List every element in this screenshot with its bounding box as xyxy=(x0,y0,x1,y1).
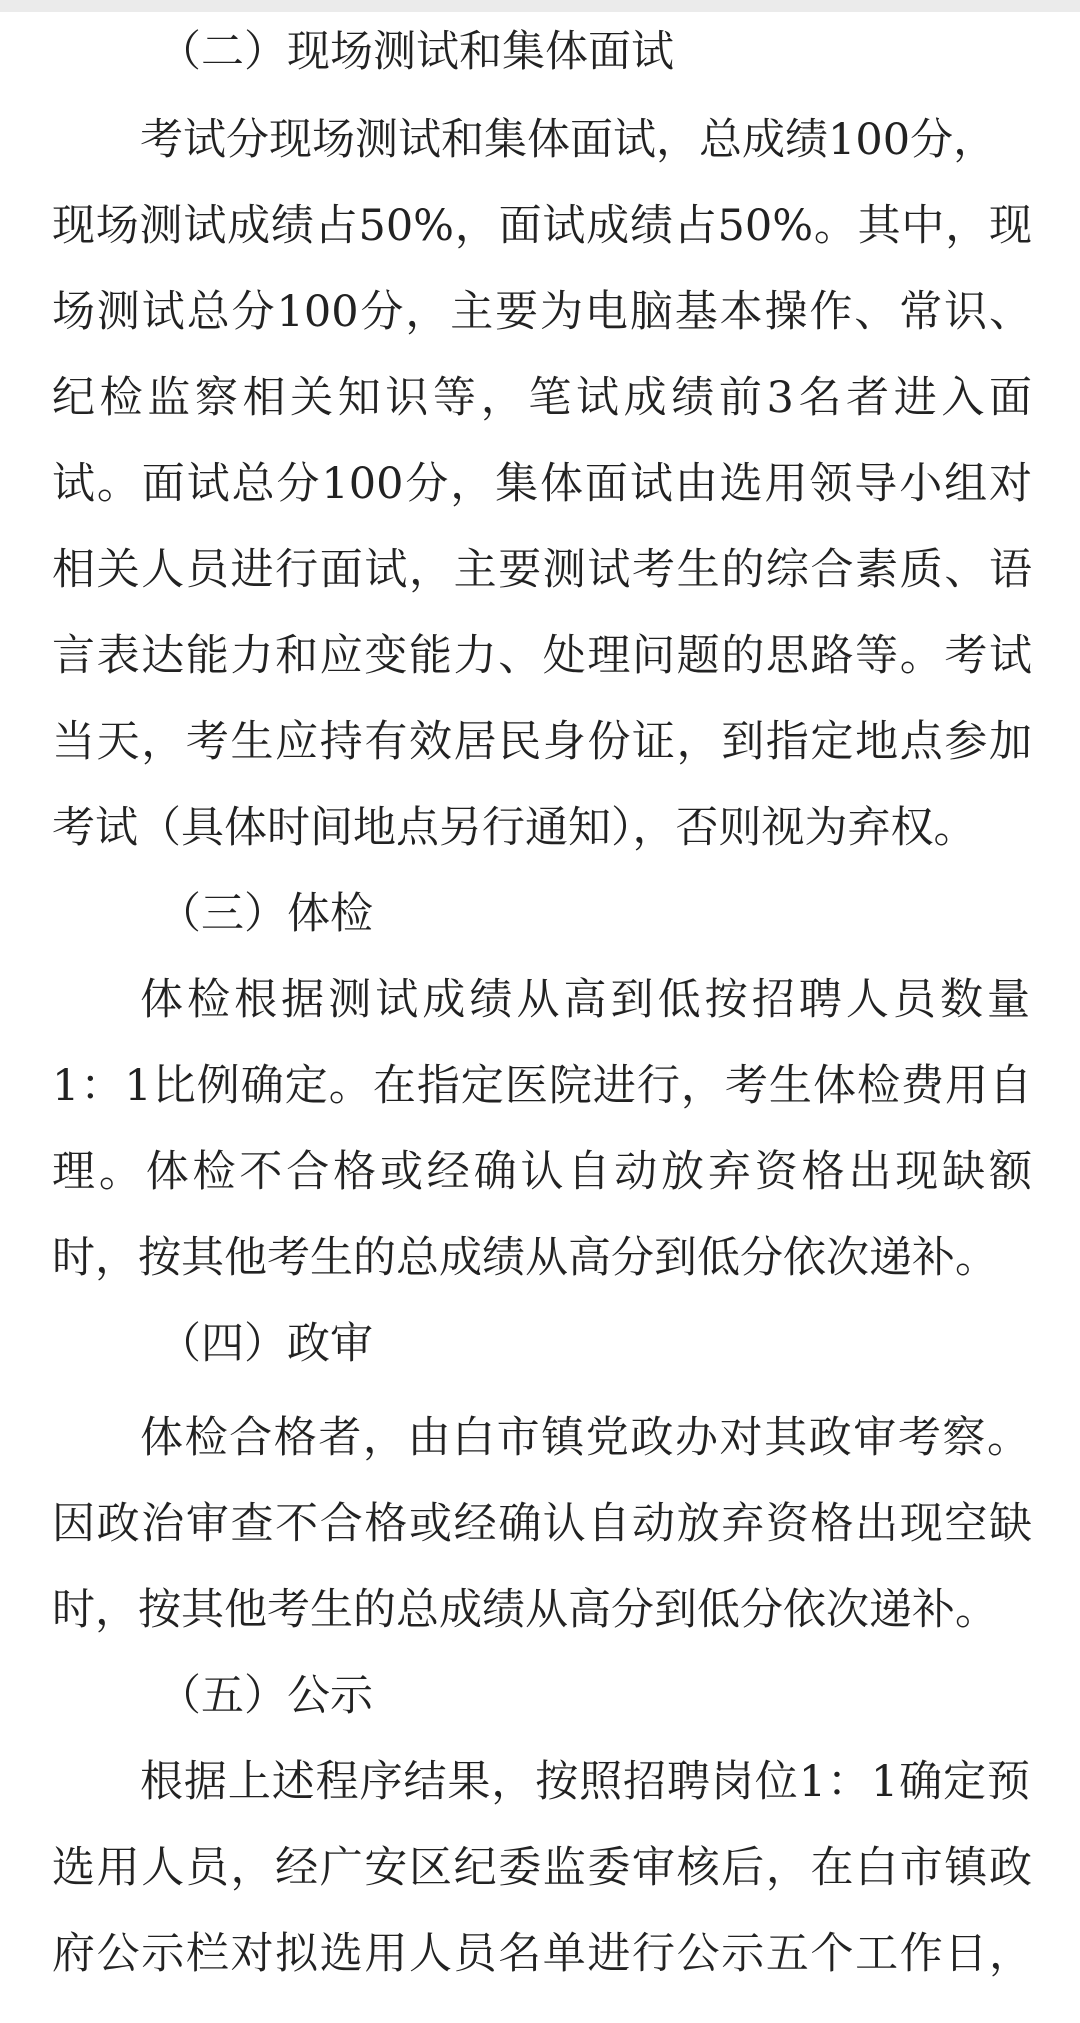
section-2-line-5: 试。面试总分100分，集体面试由选用领导小组对 xyxy=(52,459,1032,509)
section-5-heading: （五）公示 xyxy=(158,1671,373,1721)
section-2-line-3: 场测试总分100分，主要为电脑基本操作、常识、 xyxy=(52,287,1032,337)
section-2-line-2: 现场测试成绩占50%，面试成绩占50%。其中，现 xyxy=(52,201,1032,251)
section-5-line-2: 选用人员，经广安区纪委监委审核后，在白市镇政 xyxy=(52,1843,1032,1893)
section-2-line-7: 言表达能力和应变能力、处理问题的思路等。考试 xyxy=(52,631,1032,681)
section-3-line-1: 体检根据测试成绩从高到低按招聘人员数量 xyxy=(140,975,1030,1025)
section-4-line-1: 体检合格者，由白市镇党政办对其政审考察。 xyxy=(140,1413,1030,1463)
section-2-line-6: 相关人员进行面试，主要测试考生的综合素质、语 xyxy=(52,545,1032,595)
section-5-line-3: 府公示栏对拟选用人员名单进行公示五个工作日， xyxy=(52,1929,1032,1979)
section-4-line-2: 因政治审查不合格或经确认自动放弃资格出现空缺 xyxy=(52,1499,1032,1549)
section-3-line-3: 理。体检不合格或经确认自动放弃资格出现缺额 xyxy=(52,1147,1032,1197)
section-2-line-8: 当天，考生应持有效居民身份证，到指定地点参加 xyxy=(52,717,1032,767)
section-2-heading: （二）现场测试和集体面试 xyxy=(158,27,674,77)
section-2-line-1: 考试分现场测试和集体面试，总成绩100分， xyxy=(140,115,997,165)
section-3-heading: （三）体检 xyxy=(158,889,373,939)
section-2-line-4: 纪检监察相关知识等，笔试成绩前3名者进入面 xyxy=(52,373,1032,423)
section-3-line-2: 1：1比例确定。在指定医院进行，考生体检费用自 xyxy=(52,1061,1032,1111)
section-2-line-9: 考试（具体时间地点另行通知），否则视为弃权。 xyxy=(52,803,977,853)
section-3-line-4: 时，按其他考生的总成绩从高分到低分依次递补。 xyxy=(52,1233,998,1283)
section-4-heading: （四）政审 xyxy=(158,1319,373,1369)
top-edge-bar xyxy=(0,0,1080,12)
section-5-line-1: 根据上述程序结果，按照招聘岗位1：1确定预 xyxy=(140,1757,1030,1807)
section-4-line-3: 时，按其他考生的总成绩从高分到低分依次递补。 xyxy=(52,1585,998,1635)
